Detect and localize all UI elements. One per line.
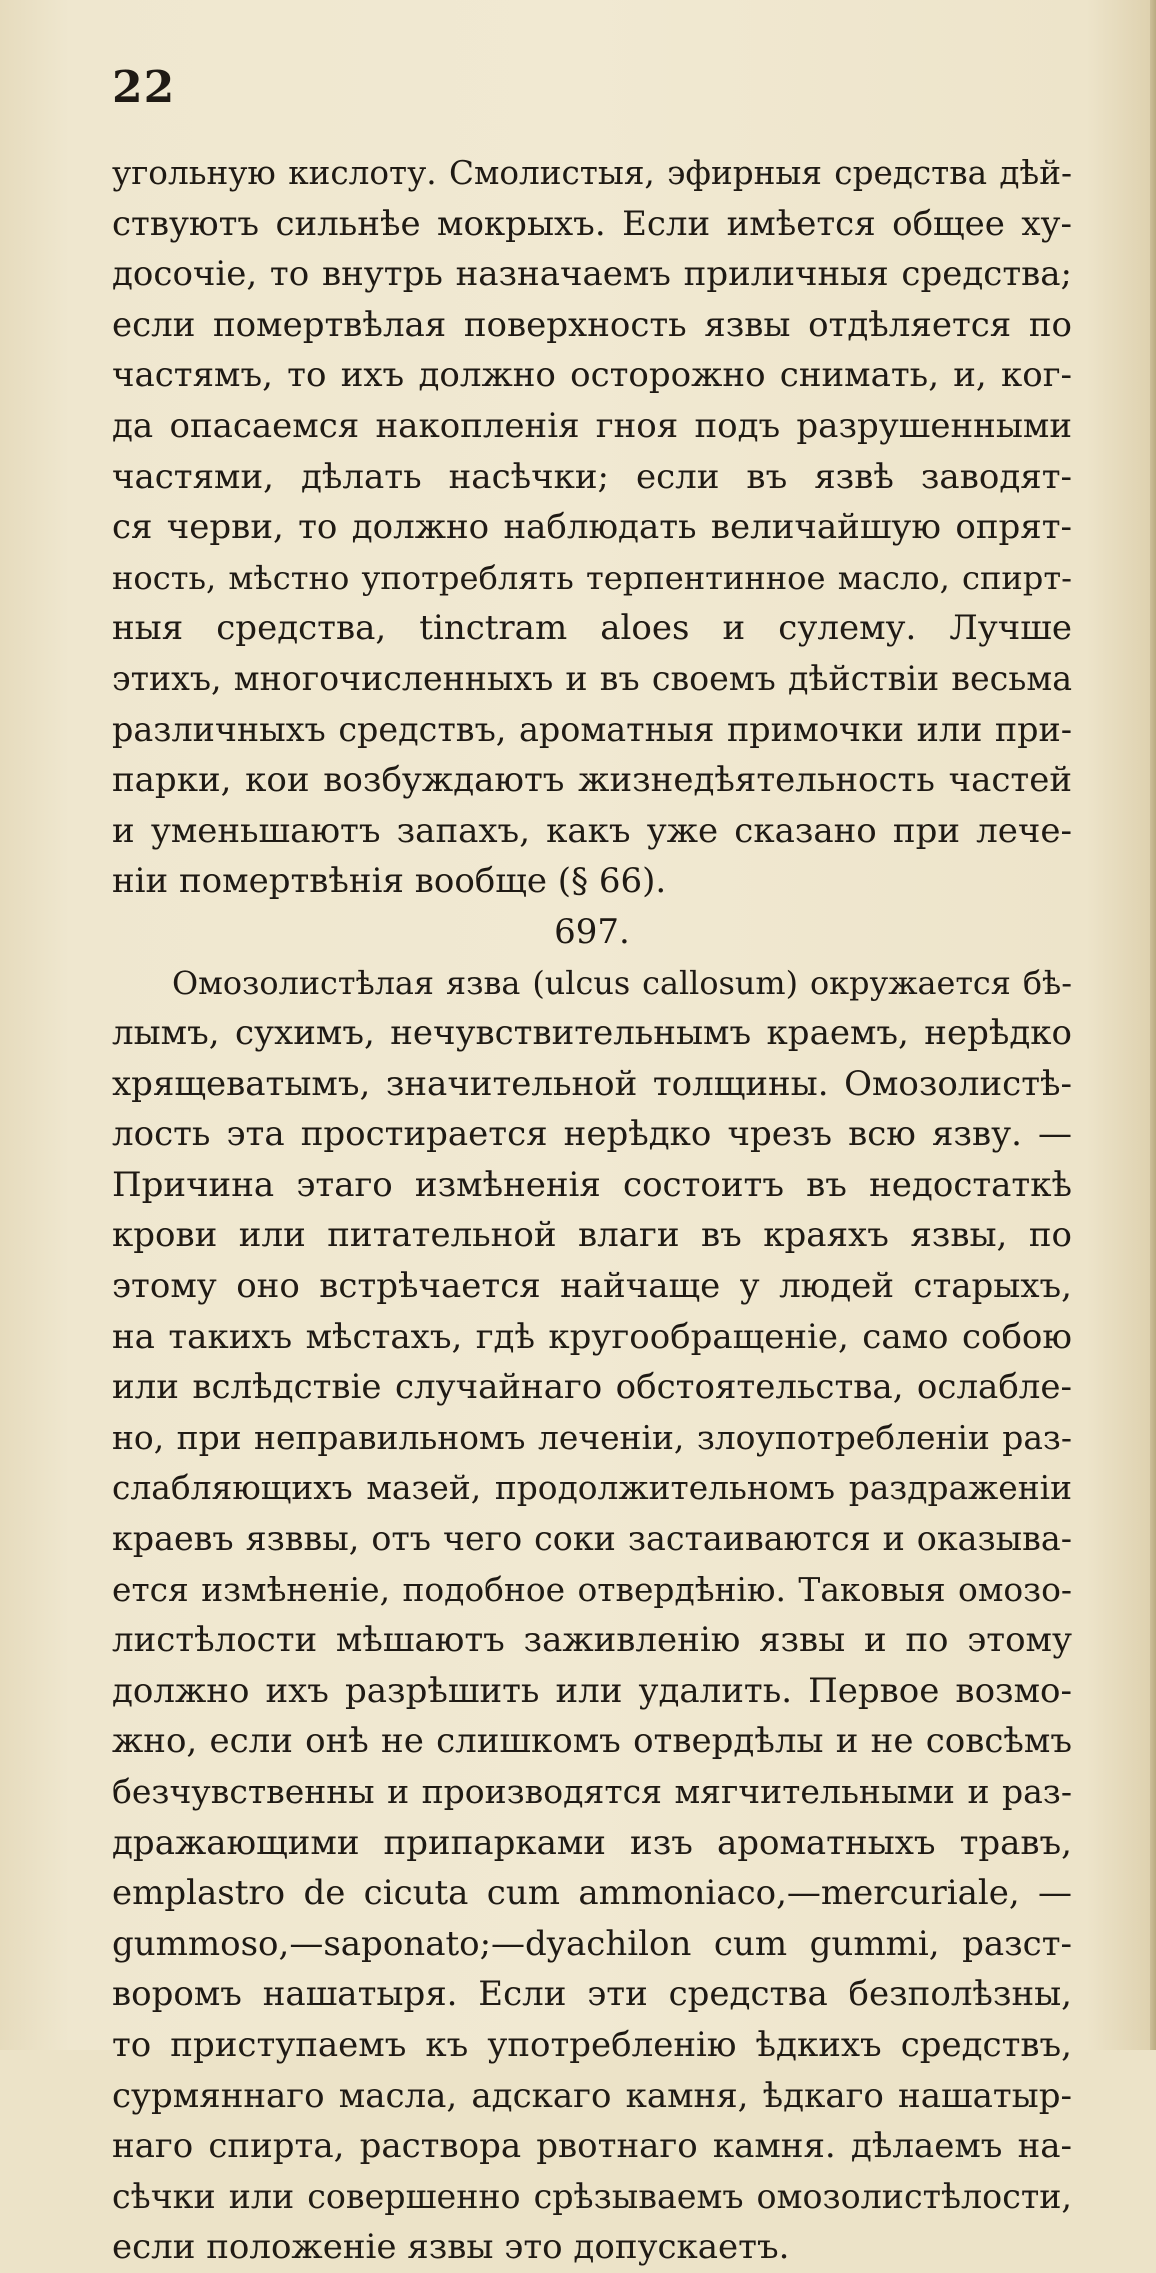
text-line: gummoso,—saponato;—dyachilon cum gummi, разст- [112,1923,1072,1964]
text-line: или вслѣдствіе случайнаго обстоятельства, ослабле- [112,1367,1072,1408]
paragraph-697 [112,958,1072,2273]
text-line: сурмяннаго масла, адскаго камня, ѣдкаго нашатыр- [112,2075,1072,2116]
text-line: досочіе, то внутрь назначаемъ приличныя средства; [112,254,1072,295]
text-line: различныхъ средствъ, ароматныя примочки или при- [112,709,1072,749]
text-line: ность, мѣстно употреблять терпентинное масло, спирт- [112,558,1072,597]
text-line: этому оно встрѣчается найчаще у людей старыхъ, [112,1266,1072,1307]
text-line: частямъ, то ихъ должно осторожно снимать, и, ког- [112,355,1072,396]
text-line: частями, дѣлать насѣчки; если въ язвѣ заводят- [112,456,1072,497]
text-line: да опасаемся накопленія гноя подъ разрушенными [112,405,1072,446]
text-line: на такихъ мѣстахъ, гдѣ кругообращеніе, само собою [112,1316,1072,1357]
text-line: если положеніе язвы это допускаетъ. [112,2227,790,2268]
text-line: если помертвѣлая поверхность язвы отдѣляется по [112,304,1072,345]
text-line: хрящеватымъ, значительной толщины. Омозолистѣ- [112,1063,1072,1104]
text-line: Причина этаго измѣненія состоитъ въ недостаткѣ [112,1164,1072,1205]
text-line: должно ихъ разрѣшить или удалить. Первое возмо- [112,1670,1072,1711]
text-line: Омозолистѣлая язва (ulcus callosum) окружается бѣ- [172,963,1072,1002]
text-line: лымъ, сухимъ, нечувствительнымъ краемъ, нерѣдко [112,1013,1072,1054]
section-number: 697. [554,911,630,952]
page-number: 22 [112,62,176,113]
paragraph-continuation [112,148,1072,907]
text-line: дражающими припарками изъ ароматныхъ травъ, [112,1822,1072,1863]
text-line: emplastro de cicuta cum ammoniaco,—mercuriale, — [112,1873,1072,1914]
text-line: ся черви, то должно наблюдать величайшую опрят- [112,507,1072,548]
text-line: крови или питательной влаги въ краяхъ язвы, по [112,1215,1072,1256]
text-line: воромъ нашатыря. Если эти средства безполѣзны, [112,1974,1072,2015]
page-edge [1150,0,1156,2050]
text-line: слабляющихъ мазей, продолжительномъ раздраженіи [112,1469,1072,1508]
text-line: лость эта простирается нерѣдко чрезъ всю язву. — [112,1114,1072,1155]
text-line: но, при неправильномъ леченіи, злоупотребленіи раз- [112,1417,1072,1457]
text-line: наго спирта, раствора рвотнаго камня. дѣлаемъ на- [112,2126,1072,2167]
text-line: и уменьшаютъ запахъ, какъ уже сказано при лече- [112,810,1072,851]
text-line: этихъ, многочисленныхъ и въ своемъ дѣйствіи весьма [112,658,1072,698]
text-line: краевъ язввы, отъ чего соки застаиваются и оказыва- [112,1519,1072,1559]
text-line: ствуютъ сильнѣе мокрыхъ. Если имѣется общее ху- [112,203,1072,244]
text-line: угольную кислоту. Смолистыя, эфирныя средства дѣй- [112,154,1072,192]
text-line: безчувственны и производятся мягчительными и раз- [112,1772,1072,1811]
text-line: сѣчки или совершенно срѣзываемъ омозолистѣлости, [112,2176,1072,2216]
text-line: жно, если онѣ не слишкомъ отвердѣлы и не совсѣмъ [112,1721,1072,1762]
page-text [112,148,1072,2273]
text-line: ніи помертвѣнія вообще (§ 66). [112,861,667,902]
text-line: листѣлости мѣшаютъ заживленію язвы и по этому [112,1620,1072,1661]
text-line: ныя средства, tinctram aloes и сулему. Лучше [112,608,1072,649]
text-line: парки, кои возбуждаютъ жизнедѣятельность частей [112,760,1072,801]
text-line: ется измѣненіе, подобное отвердѣнію. Таковыя омозо- [112,1569,1072,1609]
text-line: то приступаемъ къ употребленію ѣдкихъ средствъ, [112,2024,1072,2065]
